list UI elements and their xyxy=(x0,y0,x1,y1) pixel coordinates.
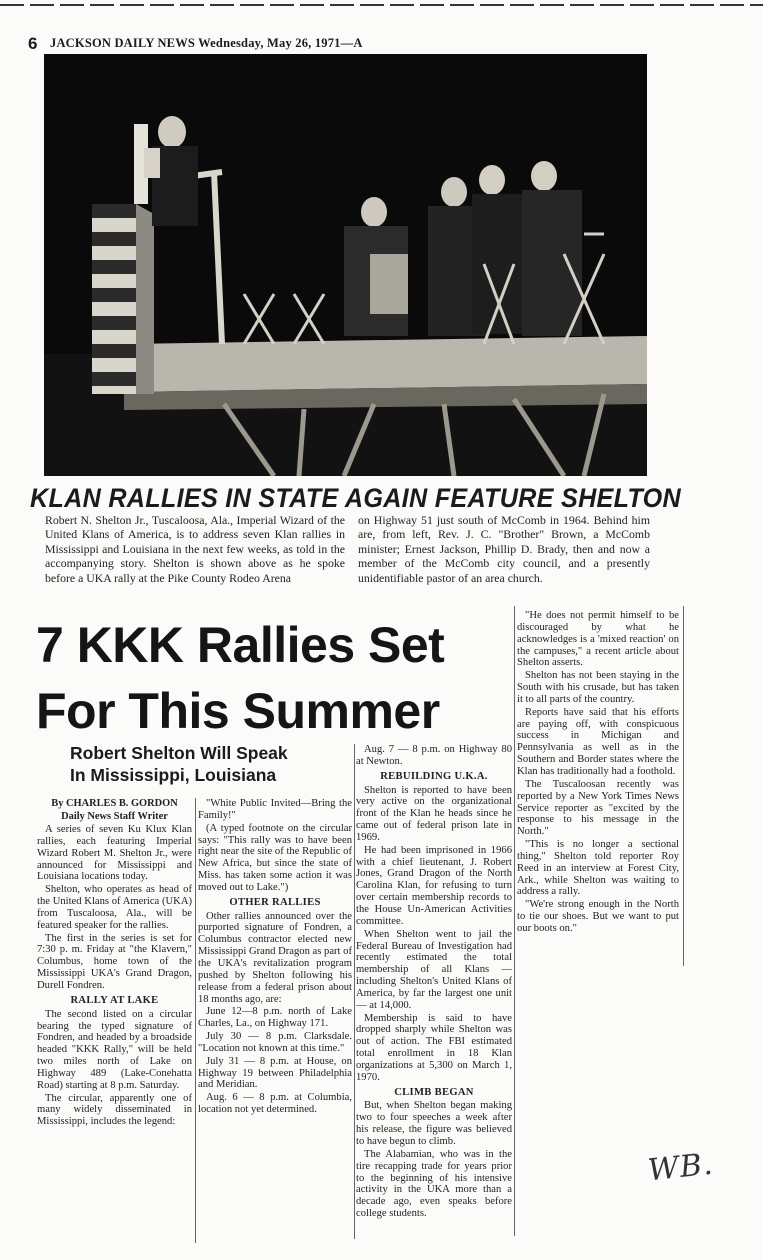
column-rule xyxy=(683,606,684,966)
handwritten-initials: WB. xyxy=(646,1146,716,1189)
paragraph: The Tuscaloosan recently was reported by a New York Times News Service reporter as "excited by the response to his message in the North." xyxy=(517,778,679,838)
headline-line-2: For This Summer xyxy=(36,683,440,739)
column-rule xyxy=(354,744,355,1239)
photo-headline: KLAN RALLIES IN STATE AGAIN FEATURE SHELTON xyxy=(30,483,681,513)
section-subhead: REBUILDING U.K.A. xyxy=(380,770,488,782)
article-column-2 xyxy=(198,798,352,1117)
paragraph: The circular, apparently one of many widely disseminated in Mississippi, includes the legend: xyxy=(37,1092,192,1128)
rally-photo-illustration xyxy=(44,54,647,476)
rally-listing: Aug. 6 — 8 p.m. at Columbia, location not yet determined. xyxy=(198,1092,352,1116)
paragraph: Shelton has not been staying in the South with his crusade, but has taken it to all parts of the country. xyxy=(517,670,679,705)
paragraph: Shelton, who operates as head of the United Klans of America (UKA) from Tuscaloosa, Ala., will be featured speaker for the rallies. xyxy=(37,884,192,931)
rally-listing: July 31 — 8 p.m. at House, on Highway 19 between Philadelphia and Meridian. xyxy=(198,1055,352,1091)
photo-cutline-right: on Highway 51 just south of McComb in 1964. Behind him are, from left, Rev. J. C. "Brother" Brown, a McComb minister; Ernest Jackson, Phillip D. Brady, then and now a member of the McComb city council, and a presently unidentifiable pastor of an area church. xyxy=(358,513,650,585)
article-column-4 xyxy=(517,610,679,936)
byline-name: By CHARLES B. GORDON xyxy=(51,798,178,809)
paragraph: Other rallies announced over the purported signature of Fondren, a Columbus contractor elected new Mississippi Grand Dragon as part of the UKA's revitalization program pushed by Shelton following his release from a federal prison about 18 months ago, are: xyxy=(198,910,352,1005)
subhead-line-1: Robert Shelton Will Speak xyxy=(70,743,288,763)
photo-cutline-left: Robert N. Shelton Jr., Tuscaloosa, Ala., Imperial Wizard of the United Klans of America, is to address seven Klan rallies in Mississippi and Louisiana in the next few weeks, as told in the accompanying story. Shelton is shown above as he spoke before a UKA rally at the Pike County Rodeo Arena xyxy=(45,513,345,585)
paragraph: He had been imprisoned in 1966 with a chief lieutenant, J. Robert Jones, Grand Dragon of the North Carolina Klan, for refusing to turn over certain membership records to the House Un-American Activities committee. xyxy=(356,844,512,927)
paragraph: Reports have said that his efforts are paying off, with conspicuous success in Michigan and Pennsylvania as well as in the Southern and Border states where the Klan has traditionally had a foothold. xyxy=(517,706,679,777)
paragraph: "We're strong enough in the North to tie our shoes. But we want to put our boots on." xyxy=(517,899,679,934)
paragraph: The first in the series is set for 7:30 p. m. Friday at "the Klavern," Columbus, home town of the Mississippi UKA's Grand Dragon, Durell Fondren. xyxy=(37,932,192,991)
headline-line-1: 7 KKK Rallies Set xyxy=(36,617,445,673)
section-subhead: OTHER RALLIES xyxy=(229,896,321,908)
rally-listing: Aug. 7 — 8 p.m. on Highway 80 at Newton. xyxy=(356,744,512,767)
paragraph: "This is no longer a sectional thing," Shelton told reporter Roy Reed in an interview at Forest City, Ark., while Shelton was waiting to address a rally. xyxy=(517,839,679,898)
paragraph: Membership is said to have dropped sharply while Shelton was out of action. The FBI estimated total enrollment in 18 Klan organizations at 5,300 on March 1, 1970. xyxy=(356,1012,512,1083)
paragraph: A series of seven Ku Klux Klan rallies, each featuring Imperial Wizard Robert M. Shelton Jr., were announced for Mississippi and Louisiana locations today. xyxy=(37,824,192,883)
section-subhead: CLIMB BEGAN xyxy=(394,1086,474,1098)
article-headline xyxy=(36,612,506,744)
article-column-3 xyxy=(356,744,512,1221)
paragraph: The second listed on a circular bearing the typed signature of Fondren, and headed by a broadside headed "KKK Rally," will be held two miles north of Lake on Highway 489 (Lake-Conehatta Road) starting at 8 p.m. Saturday. xyxy=(37,1008,192,1091)
article-subhead xyxy=(70,742,350,786)
paragraph: "White Public Invited—Bring the Family!" xyxy=(198,798,352,821)
section-subhead: RALLY AT LAKE xyxy=(70,994,159,1006)
paragraph: "He does not permit himself to be discouraged by what he acknowledges is a 'mixed reaction' on the campuses," a recent article about Shelton asserts. xyxy=(517,610,679,669)
paragraph: (A typed footnote on the circular says: "This rally was to have been right near the site of the Republic of New Africa, but since the state of Miss. has taken some action it was moved out to Lake.") xyxy=(198,822,352,893)
paragraph: The Alabamian, who was in the tire recapping trade for years prior to the beginning of his intensive activity in the UKA more than a decade ago, even speaks before college students. xyxy=(356,1148,512,1220)
paragraph: But, when Shelton began making two to four speeches a week after his release, the figure was believed to have begun to climb. xyxy=(356,1100,512,1147)
article-column-1 xyxy=(37,798,192,1129)
column-rule xyxy=(195,798,196,1243)
rally-listing: June 12—8 p.m. north of Lake Charles, La., on Highway 171. xyxy=(198,1006,352,1030)
byline-title: Daily News Staff Writer xyxy=(61,811,168,822)
masthead: JACKSON DAILY NEWS Wednesday, May 26, 1971—A xyxy=(50,36,363,50)
page-number: 6 xyxy=(28,34,38,53)
subhead-line-2: In Mississippi, Louisiana xyxy=(70,765,277,785)
paragraph: When Shelton went to jail the Federal Bureau of Investigation had recently estimated the total membership of all Klans — including Shelton's United Klans of America, by far the largest one unit — at 14,000. xyxy=(356,928,512,1011)
rally-listing: July 30 — 8 p.m. Clarksdale. "Location not known at this time." xyxy=(198,1031,352,1054)
paragraph: Shelton is reported to have been very active on the organizational front of the Klan he heads since he came out of federal prison late in 1969. xyxy=(356,784,512,843)
page-top-rule xyxy=(0,4,763,6)
column-rule xyxy=(514,606,515,1236)
rally-photograph xyxy=(44,54,647,476)
